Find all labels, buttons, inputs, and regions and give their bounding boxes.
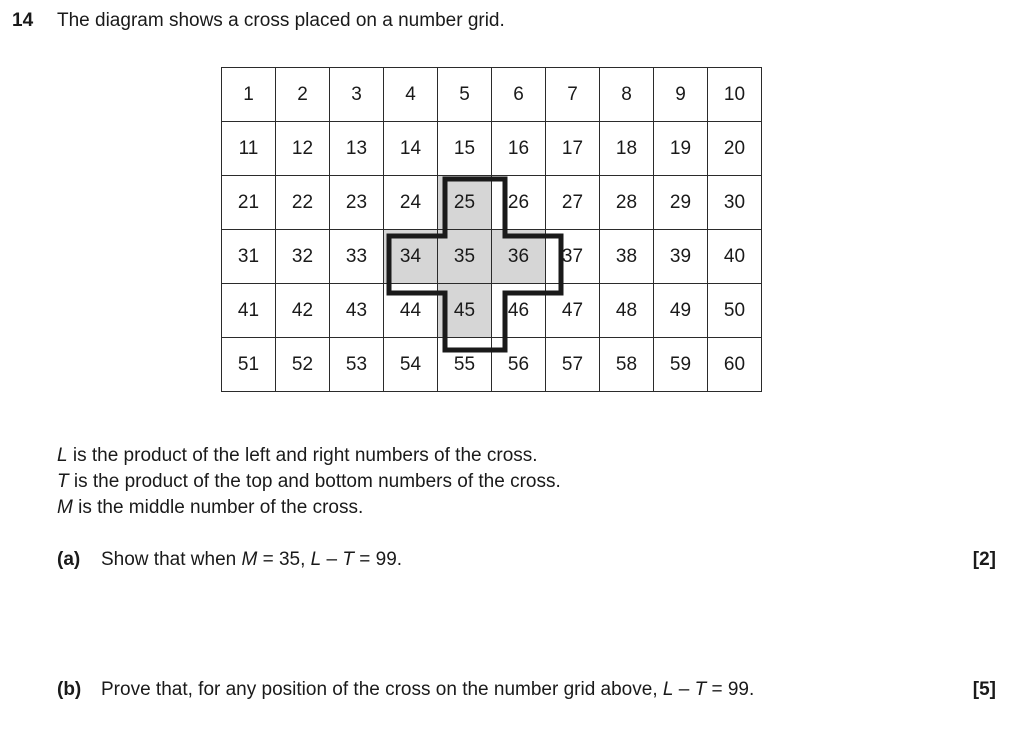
grid-cell: 21 <box>222 176 276 230</box>
part-b-marks: [5] <box>972 679 996 700</box>
grid-cell: 10 <box>708 68 762 122</box>
grid-row <box>222 338 762 392</box>
question-intro: The diagram shows a cross placed on a number grid. <box>57 10 505 31</box>
grid-cell: 48 <box>600 284 654 338</box>
grid-cell: 12 <box>276 122 330 176</box>
grid-cell: 11 <box>222 122 276 176</box>
grid-cell-cross: 35 <box>438 230 492 284</box>
grid-cell: 7 <box>546 68 600 122</box>
grid-cell: 52 <box>276 338 330 392</box>
grid-cell: 44 <box>384 284 438 338</box>
grid-cell: 22 <box>276 176 330 230</box>
grid-cell: 14 <box>384 122 438 176</box>
grid-cell: 53 <box>330 338 384 392</box>
grid-cell: 3 <box>330 68 384 122</box>
question-number: 14 <box>12 10 34 31</box>
grid-cell: 58 <box>600 338 654 392</box>
part-b-text: Prove that, for any position of the cross on the number grid above, L – T = 99. <box>101 679 755 700</box>
part-b-label: (b) <box>57 679 82 700</box>
grid-cell: 18 <box>600 122 654 176</box>
grid-cell: 42 <box>276 284 330 338</box>
grid-cell-cross: 36 <box>492 230 546 284</box>
grid-cell: 41 <box>222 284 276 338</box>
grid-cell: 28 <box>600 176 654 230</box>
grid-cell: 57 <box>546 338 600 392</box>
grid-cell-cross: 34 <box>384 230 438 284</box>
grid-cell: 8 <box>600 68 654 122</box>
grid-cell: 19 <box>654 122 708 176</box>
grid-cell: 43 <box>330 284 384 338</box>
grid-cell: 1 <box>222 68 276 122</box>
grid-row <box>222 176 762 230</box>
grid-cell: 9 <box>654 68 708 122</box>
number-grid <box>221 67 762 392</box>
grid-cell: 30 <box>708 176 762 230</box>
grid-cell: 54 <box>384 338 438 392</box>
grid-cell: 55 <box>438 338 492 392</box>
grid-cell: 49 <box>654 284 708 338</box>
grid-cell: 37 <box>546 230 600 284</box>
grid-row <box>222 68 762 122</box>
grid-cell: 39 <box>654 230 708 284</box>
grid-row <box>222 284 762 338</box>
grid-cell: 16 <box>492 122 546 176</box>
grid-cell: 60 <box>708 338 762 392</box>
grid-cell: 51 <box>222 338 276 392</box>
grid-cell: 38 <box>600 230 654 284</box>
grid-cell-cross: 45 <box>438 284 492 338</box>
grid-cell: 59 <box>654 338 708 392</box>
grid-cell: 32 <box>276 230 330 284</box>
definition-m: M is the middle number of the cross. <box>57 497 364 518</box>
grid-cell: 23 <box>330 176 384 230</box>
grid-cell: 6 <box>492 68 546 122</box>
part-a-label: (a) <box>57 549 81 570</box>
grid-cell: 31 <box>222 230 276 284</box>
grid-cell: 47 <box>546 284 600 338</box>
grid-cell-cross: 25 <box>438 176 492 230</box>
grid-cell: 4 <box>384 68 438 122</box>
grid-cell: 46 <box>492 284 546 338</box>
part-a-marks: [2] <box>972 549 996 570</box>
grid-cell: 15 <box>438 122 492 176</box>
grid-cell: 2 <box>276 68 330 122</box>
grid-cell: 24 <box>384 176 438 230</box>
definition-l: L is the product of the left and right numbers of the cross. <box>57 445 538 466</box>
grid-cell: 26 <box>492 176 546 230</box>
grid-cell: 13 <box>330 122 384 176</box>
grid-row <box>222 230 762 284</box>
grid-cell: 33 <box>330 230 384 284</box>
grid-cell: 20 <box>708 122 762 176</box>
grid-cell: 5 <box>438 68 492 122</box>
grid-cell: 50 <box>708 284 762 338</box>
grid-cell: 27 <box>546 176 600 230</box>
definition-t: T is the product of the top and bottom numbers of the cross. <box>57 471 561 492</box>
part-a-text: Show that when M = 35, L – T = 99. <box>101 549 403 570</box>
grid-cell: 17 <box>546 122 600 176</box>
grid-cell: 56 <box>492 338 546 392</box>
grid-cell: 29 <box>654 176 708 230</box>
grid-row <box>222 122 762 176</box>
grid-cell: 40 <box>708 230 762 284</box>
